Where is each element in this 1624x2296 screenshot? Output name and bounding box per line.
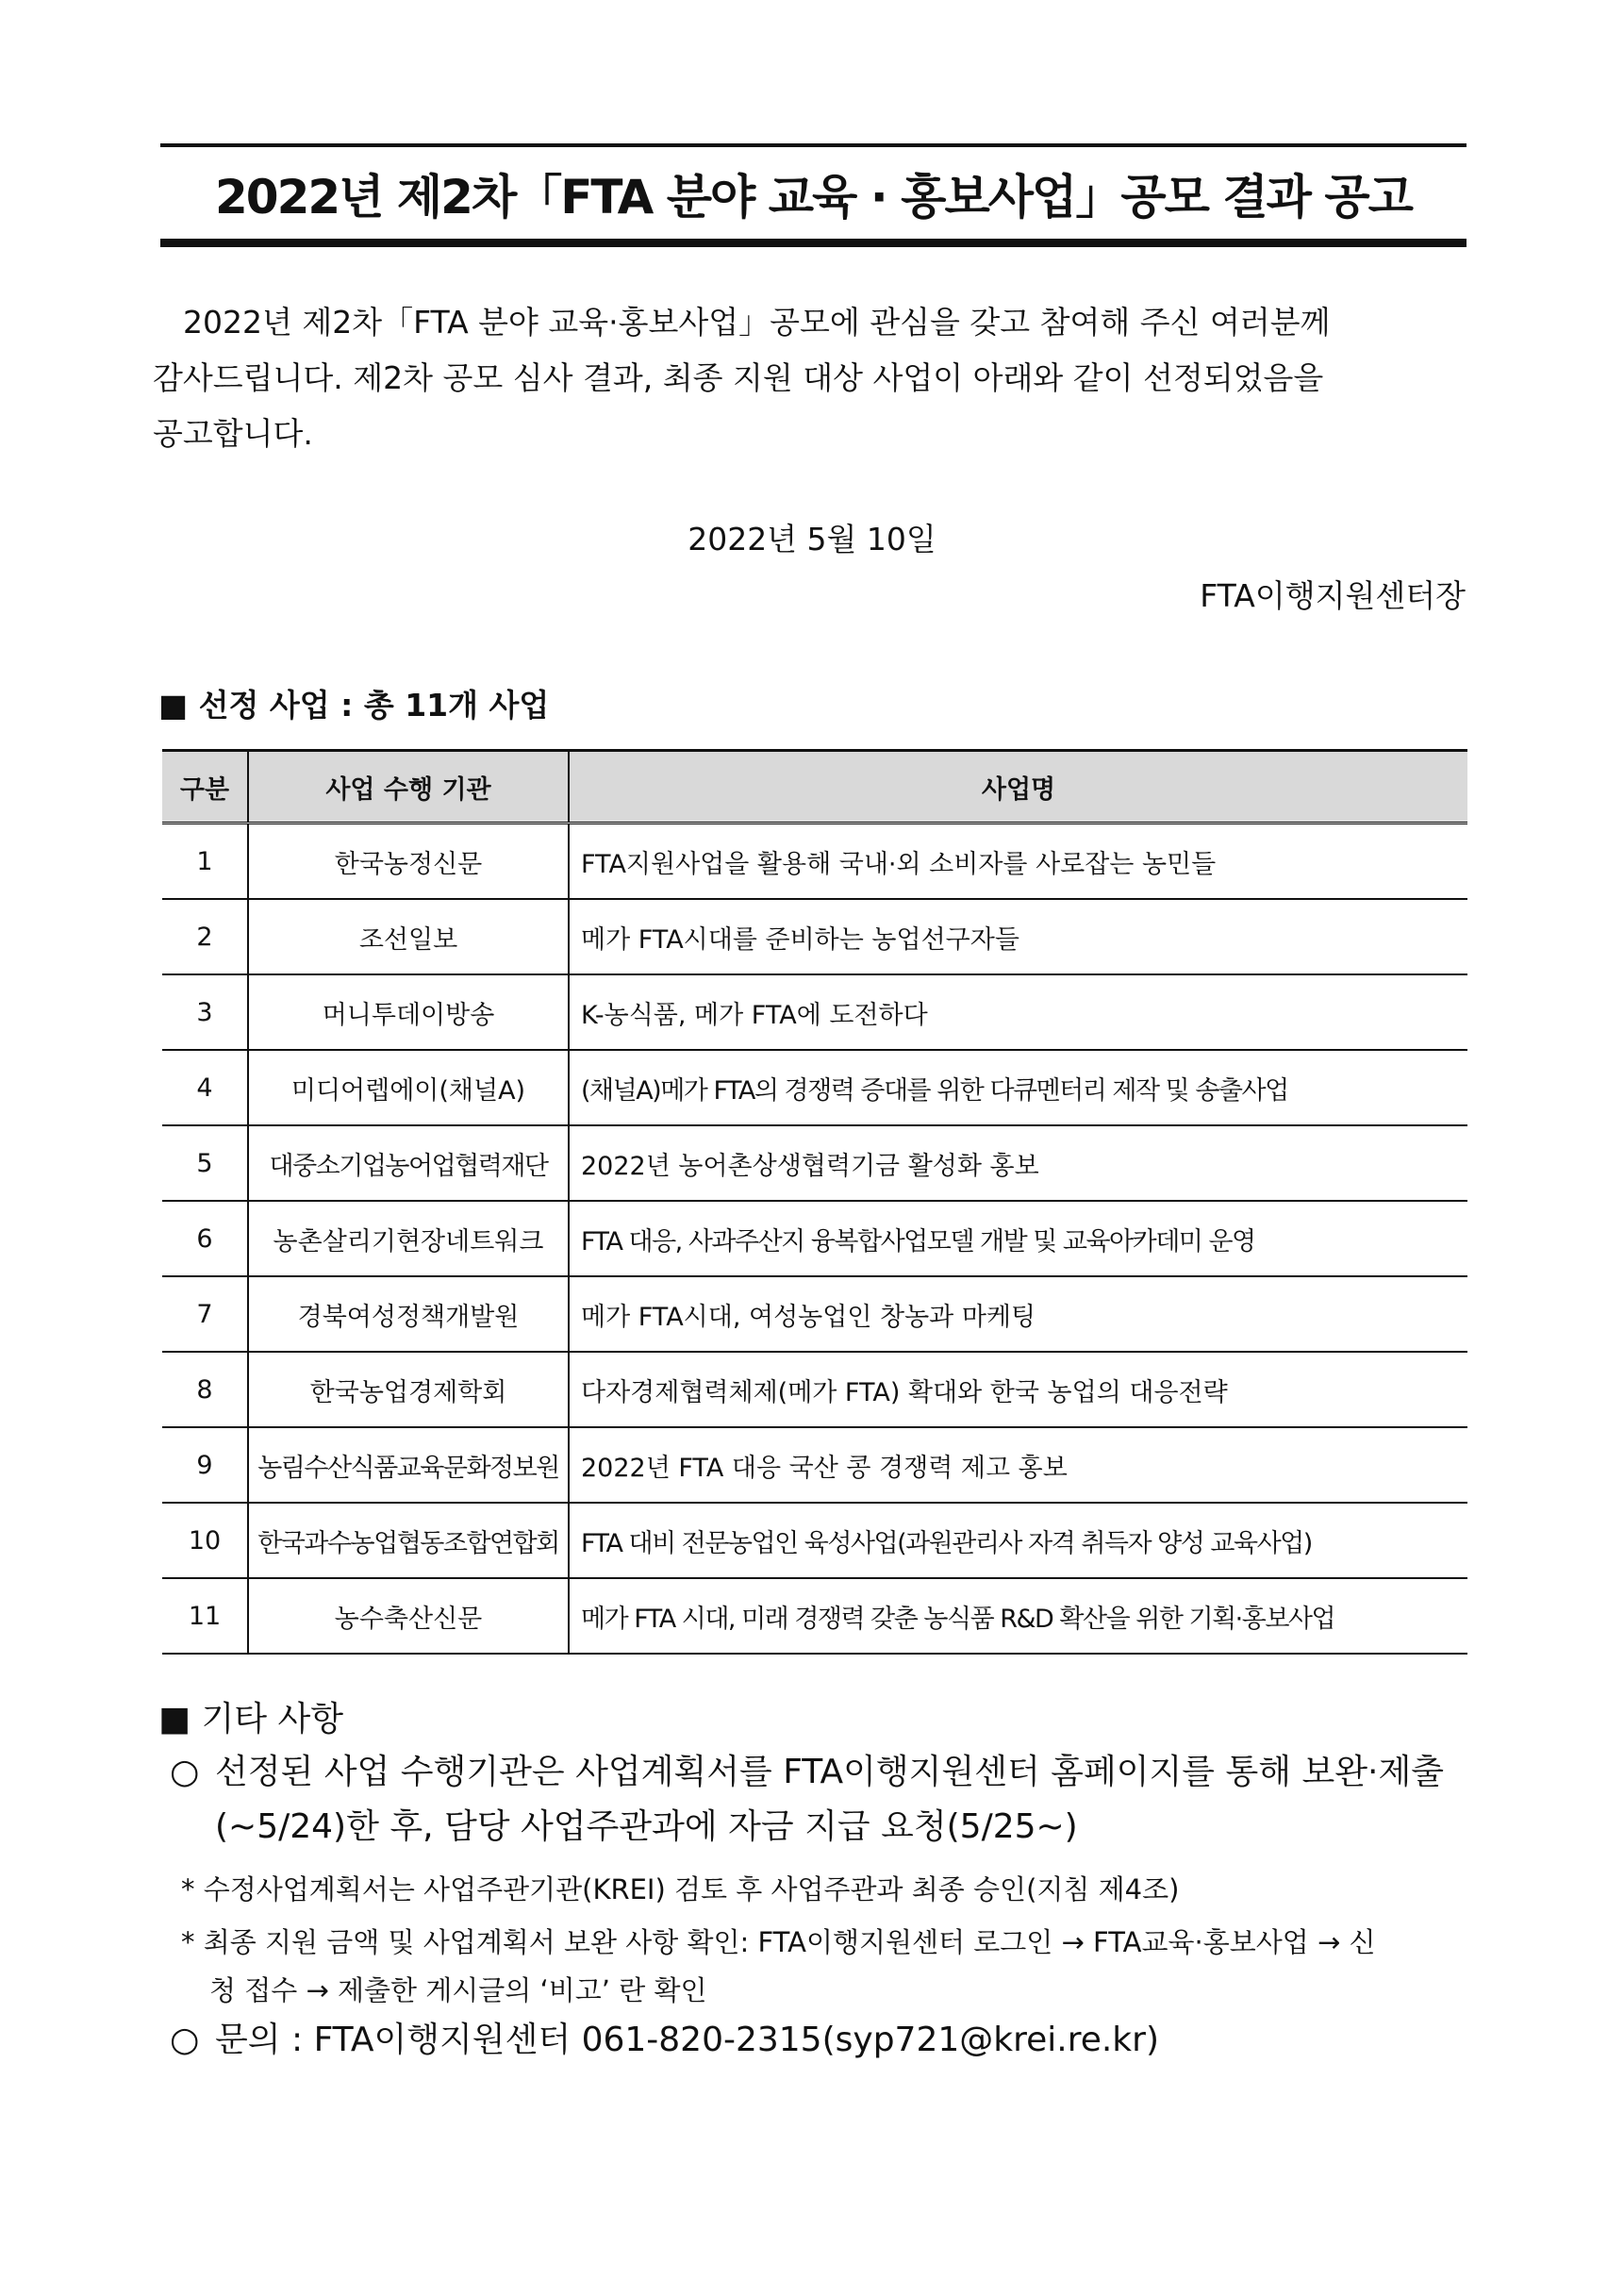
column-header-no: 구분 bbox=[162, 751, 248, 824]
intro-line-1: 2022년 제2차「FTA 분야 교육·홍보사업」공모에 관심을 갖고 참여해 주신 여러분께 bbox=[183, 304, 1331, 341]
title-box bbox=[160, 143, 1467, 247]
note-check-amount-line-2: 청 접수 → 제출한 게시글의 ‘비고’ 란 확인 bbox=[209, 1974, 707, 2006]
row-no: 4 bbox=[162, 1050, 248, 1125]
table-row bbox=[162, 1427, 1467, 1503]
inquiry-text: 문의 : FTA이행지원센터 061-820-2315(syp721@krei.re.kr) bbox=[215, 2021, 1160, 2059]
row-org: 농림수산식품교육문화정보원 bbox=[248, 1427, 569, 1503]
note-check-amount bbox=[181, 1919, 1473, 2015]
row-no: 7 bbox=[162, 1276, 248, 1352]
table-row bbox=[162, 1201, 1467, 1276]
row-name: K-농식품, 메가 FTA에 도전하다 bbox=[569, 974, 1467, 1050]
row-name: FTA 대응, 사과주산지 융복합사업모델 개발 및 교육아카데미 운영 bbox=[569, 1201, 1467, 1276]
row-org: 농수축산신문 bbox=[248, 1578, 569, 1654]
row-org: 한국과수농업협동조합연합회 bbox=[248, 1503, 569, 1578]
table-row bbox=[162, 824, 1467, 900]
row-org: 한국농업경제학회 bbox=[248, 1352, 569, 1427]
table-row bbox=[162, 1125, 1467, 1201]
signer: FTA이행지원센터장 bbox=[1200, 577, 1466, 614]
column-header-org: 사업 수행 기관 bbox=[248, 751, 569, 824]
row-no: 8 bbox=[162, 1352, 248, 1427]
table-row bbox=[162, 1578, 1467, 1654]
row-no: 11 bbox=[162, 1578, 248, 1654]
row-org: 머니투데이방송 bbox=[248, 974, 569, 1050]
row-org: 조선일보 bbox=[248, 899, 569, 974]
inquiry-item bbox=[170, 2013, 1159, 2068]
intro-line-3: 공고합니다. bbox=[153, 415, 313, 452]
row-name: FTA 대비 전문농업인 육성사업(과원관리사 자격 취득자 양성 교육사업) bbox=[569, 1503, 1467, 1578]
bullet-circle-icon: ○ bbox=[170, 2021, 200, 2059]
row-no: 6 bbox=[162, 1201, 248, 1276]
row-name: 다자경제협력체제(메가 FTA) 확대와 한국 농업의 대응전략 bbox=[569, 1352, 1467, 1427]
row-no: 1 bbox=[162, 824, 248, 900]
table-header-row bbox=[162, 751, 1467, 824]
selected-projects-heading: ■ 선정 사업 : 총 11개 사업 bbox=[158, 687, 550, 724]
row-org: 경북여성정책개발원 bbox=[248, 1276, 569, 1352]
intro-line-2: 감사드립니다. 제2차 공모 심사 결과, 최종 지원 대상 사업이 아래와 같이 선정되었음을 bbox=[153, 359, 1324, 396]
row-no: 2 bbox=[162, 899, 248, 974]
table-row bbox=[162, 899, 1467, 974]
table-row bbox=[162, 1352, 1467, 1427]
intro-paragraph bbox=[153, 294, 1473, 461]
table-row bbox=[162, 1050, 1467, 1125]
table-row bbox=[162, 1503, 1467, 1578]
row-no: 10 bbox=[162, 1503, 248, 1578]
selected-projects-table bbox=[162, 749, 1467, 1655]
row-name: 메가 FTA 시대, 미래 경쟁력 갖춘 농식품 R&D 확산을 위한 기획·홍보사업 bbox=[569, 1578, 1467, 1654]
table-row bbox=[162, 1276, 1467, 1352]
note-check-amount-line-1: * 최종 지원 금액 및 사업계획서 보완 사항 확인: FTA이행지원센터 로그인 → FTA교육·홍보사업 → 신 bbox=[181, 1926, 1376, 1958]
row-name: 2022년 농어촌상생협력기금 활성화 홍보 bbox=[569, 1125, 1467, 1201]
page-title: 2022년 제2차「FTA 분야 교육 · 홍보사업」공모 결과 공고 bbox=[215, 169, 1412, 225]
row-org: 미디어렙에이(채널A) bbox=[248, 1050, 569, 1125]
bullet-circle-icon: ○ bbox=[170, 1753, 200, 1791]
row-org: 농촌살리기현장네트워크 bbox=[248, 1201, 569, 1276]
other-matters-heading: ■ 기타 사항 bbox=[158, 1700, 344, 1739]
row-no: 5 bbox=[162, 1125, 248, 1201]
row-name: (채널A)메가 FTA의 경쟁력 증대를 위한 다큐멘터리 제작 및 송출사업 bbox=[569, 1050, 1467, 1125]
notice-date: 2022년 5월 10일 bbox=[688, 521, 936, 557]
submission-item-line-1: 선정된 사업 수행기관은 사업계획서를 FTA이행지원센터 홈페이지를 통해 보완·제출 bbox=[215, 1753, 1445, 1791]
note-revised-plan: * 수정사업계획서는 사업주관기관(KREI) 검토 후 사업주관과 최종 승인(지침 제4조) bbox=[181, 1873, 1180, 1905]
row-no: 9 bbox=[162, 1427, 248, 1503]
row-org: 대중소기업농어업협력재단 bbox=[248, 1125, 569, 1201]
row-name: 메가 FTA시대를 준비하는 농업선구자들 bbox=[569, 899, 1467, 974]
submission-item bbox=[170, 1745, 1471, 1855]
row-name: FTA지원사업을 활용해 국내·외 소비자를 사로잡는 농민들 bbox=[569, 824, 1467, 900]
row-no: 3 bbox=[162, 974, 248, 1050]
row-org: 한국농정신문 bbox=[248, 824, 569, 900]
row-name: 2022년 FTA 대응 국산 콩 경쟁력 제고 홍보 bbox=[569, 1427, 1467, 1503]
table-row bbox=[162, 974, 1467, 1050]
column-header-name: 사업명 bbox=[569, 751, 1467, 824]
submission-item-line-2: (~5/24)한 후, 담당 사업주관과에 자금 지급 요청(5/25~) bbox=[215, 1807, 1078, 1846]
row-name: 메가 FTA시대, 여성농업인 창농과 마케팅 bbox=[569, 1276, 1467, 1352]
